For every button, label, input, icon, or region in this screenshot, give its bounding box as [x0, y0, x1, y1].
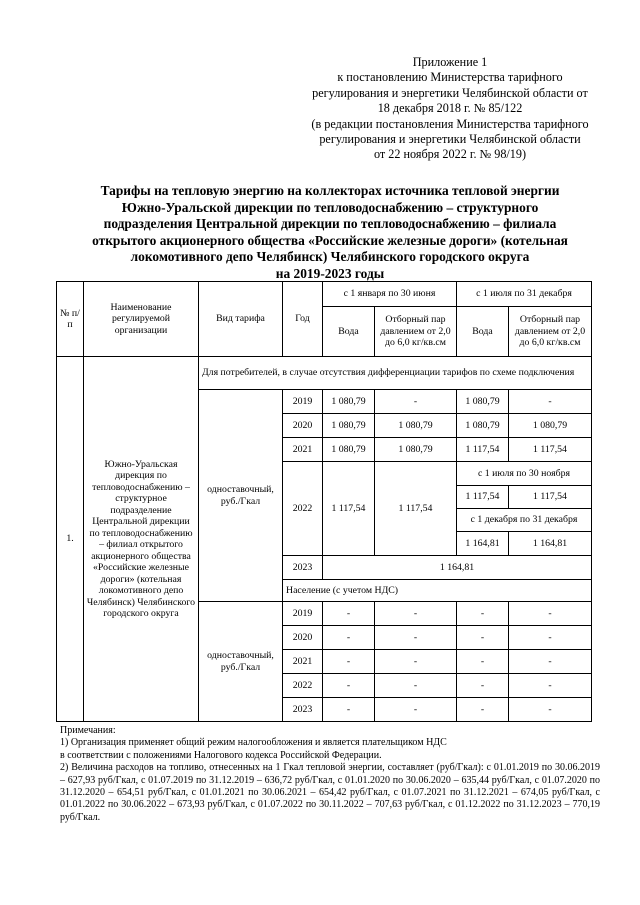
value-cell: 1 080,79 [323, 414, 375, 438]
value-cell: - [457, 674, 509, 698]
value-cell: - [509, 674, 592, 698]
title-line: на 2019-2023 годы [275, 265, 385, 281]
year-cell: 2022 [283, 674, 323, 698]
section-label: Население (с учетом НДС) [283, 580, 592, 602]
value-cell: 1 117,54 [323, 462, 375, 556]
header-num: № п/п [57, 282, 84, 357]
appendix-line: регулирования и энергетики Челябинской области от [312, 85, 588, 100]
value-cell: 1 117,54 [457, 486, 509, 509]
header-org: Наименование регулируемой организации [84, 282, 199, 357]
year-cell: 2020 [283, 414, 323, 438]
year-cell: 2023 [283, 556, 323, 580]
row-number: 1. [57, 357, 84, 722]
note-1-line-1: 1) Организация применяет общий режим налогообложения и является плательщиком НДС [60, 737, 447, 749]
header-steam: Отборный пар давлением от 2,0 до 6,0 кг/кв.см [375, 307, 457, 357]
value-cell: 1 117,54 [375, 462, 457, 556]
year-cell: 2019 [283, 602, 323, 626]
notes-heading: Примечания: [60, 725, 116, 736]
title-line: подразделения Центральной дирекции по тепловодоснабжению – филиала [103, 216, 557, 232]
header-period-1: с 1 января по 30 июня [323, 282, 457, 307]
value-cell: - [509, 698, 592, 722]
value-cell: 1 080,79 [375, 438, 457, 462]
tariff-type: одноставочный, руб./Гкал [199, 390, 283, 602]
value-cell: 1 080,79 [509, 414, 592, 438]
header-tariff-type: Вид тарифа [199, 282, 283, 357]
value-cell: 1 164,81 [323, 556, 592, 580]
notes-section [60, 725, 600, 824]
appendix-line: регулирования и энергетики Челябинской области [319, 132, 581, 147]
header-year: Год [283, 282, 323, 357]
value-cell: - [509, 650, 592, 674]
value-cell: 1 164,81 [457, 532, 509, 556]
year-cell: 2021 [283, 438, 323, 462]
value-cell: - [323, 626, 375, 650]
appendix-line: к постановлению Министерства тарифного [337, 70, 563, 85]
title-line: Южно-Уральской дирекции по тепловодоснабжению – структурного [121, 199, 539, 215]
value-cell: - [323, 650, 375, 674]
appendix-header [290, 55, 610, 163]
value-cell: - [375, 626, 457, 650]
subperiod-label: с 1 июля по 30 ноября [457, 462, 592, 486]
value-cell: - [457, 626, 509, 650]
header-water: Вода [457, 307, 509, 357]
value-cell: - [375, 602, 457, 626]
value-cell: 1 164,81 [509, 532, 592, 556]
value-cell: - [509, 626, 592, 650]
value-cell: 1 080,79 [457, 414, 509, 438]
value-cell: - [457, 698, 509, 722]
value-cell: 1 117,54 [509, 486, 592, 509]
value-cell: - [375, 674, 457, 698]
value-cell: - [375, 650, 457, 674]
appendix-line: (в редакции постановления Министерства тарифного [311, 116, 589, 131]
year-cell: 2019 [283, 390, 323, 414]
appendix-line: Приложение 1 [412, 55, 488, 69]
value-cell: - [375, 698, 457, 722]
year-cell: 2020 [283, 626, 323, 650]
year-cell: 2022 [283, 462, 323, 556]
value-cell: 1 080,79 [375, 414, 457, 438]
organization-name: Южно-Уральская дирекция по тепловодоснабжению – структурное подразделение Центральной дирекции по тепловодоснабжению – филиал открытого акционерного общества «Российские железные дороги» (котельная локомотивного депо Челябинск) Челябинского городского округа [84, 357, 199, 722]
document-title [60, 183, 600, 283]
header-steam: Отборный пар давлением от 2,0 до 6,0 кг/кв.см [509, 307, 592, 357]
note-1-line-2: в соответствии с положениями Налогового кодекса Российской Федерации. [60, 749, 382, 761]
year-cell: 2023 [283, 698, 323, 722]
year-cell: 2021 [283, 650, 323, 674]
value-cell: 1 080,79 [457, 390, 509, 414]
header-period-2: с 1 июля по 31 декабря [457, 282, 592, 307]
tariff-table [56, 281, 592, 722]
note-2: 2) Величина расходов на топливо, отнесенных на 1 Гкал тепловой энергии, составляет (руб/Гкал): с 01.01.2019 по 30.06.2019 – 627,93 руб/Гкал, с 01.07.2019 по 31.12.2019 – 636,72 руб/Гкал, с 01.01.2020 по 30.06.2020 – 635,44 руб/Гкал, с 01.07.2020 по 31.12.2020 – 654,51 руб/Гкал, с 01.01.2021 по 30.06.2021 – 654,42 руб/Гкал, с 01.07.2021 по 31.12.2021 – 674,05 руб/Гкал, с 01.01.2022 по 30.06.2022 – 673,93 руб/Гкал, с 01.07.2022 по 30.11.2022 – 707,63 руб/Гкал, с 01.12.2022 по 31.12.2023 – 770,19 руб/Гкал. [60, 762, 600, 823]
value-cell: - [457, 650, 509, 674]
value-cell: - [375, 390, 457, 414]
section-label: Для потребителей, в случае отсутствия дифференциации тарифов по схеме подключения [199, 357, 592, 390]
value-cell: - [323, 602, 375, 626]
value-cell: 1 080,79 [323, 438, 375, 462]
value-cell: - [457, 602, 509, 626]
value-cell: 1 080,79 [323, 390, 375, 414]
value-cell: 1 117,54 [457, 438, 509, 462]
value-cell: - [509, 390, 592, 414]
appendix-line: 18 декабря 2018 г. № 85/122 [377, 101, 523, 116]
appendix-line: от 22 ноября 2022 г. № 98/19) [373, 147, 527, 162]
tariff-type: одноставочный, руб./Гкал [199, 602, 283, 722]
title-line: открытого акционерного общества «Российские железные дороги» (котельная [92, 232, 568, 248]
value-cell: 1 117,54 [509, 438, 592, 462]
subperiod-label: с 1 декабря по 31 декабря [457, 509, 592, 532]
value-cell: - [323, 698, 375, 722]
title-line: локомотивного депо Челябинск) Челябинского городского округа [130, 249, 530, 265]
header-water: Вода [323, 307, 375, 357]
title-line: Тарифы на тепловую энергию на коллекторах источника тепловой энергии [100, 183, 560, 198]
value-cell: - [323, 674, 375, 698]
value-cell: - [509, 602, 592, 626]
